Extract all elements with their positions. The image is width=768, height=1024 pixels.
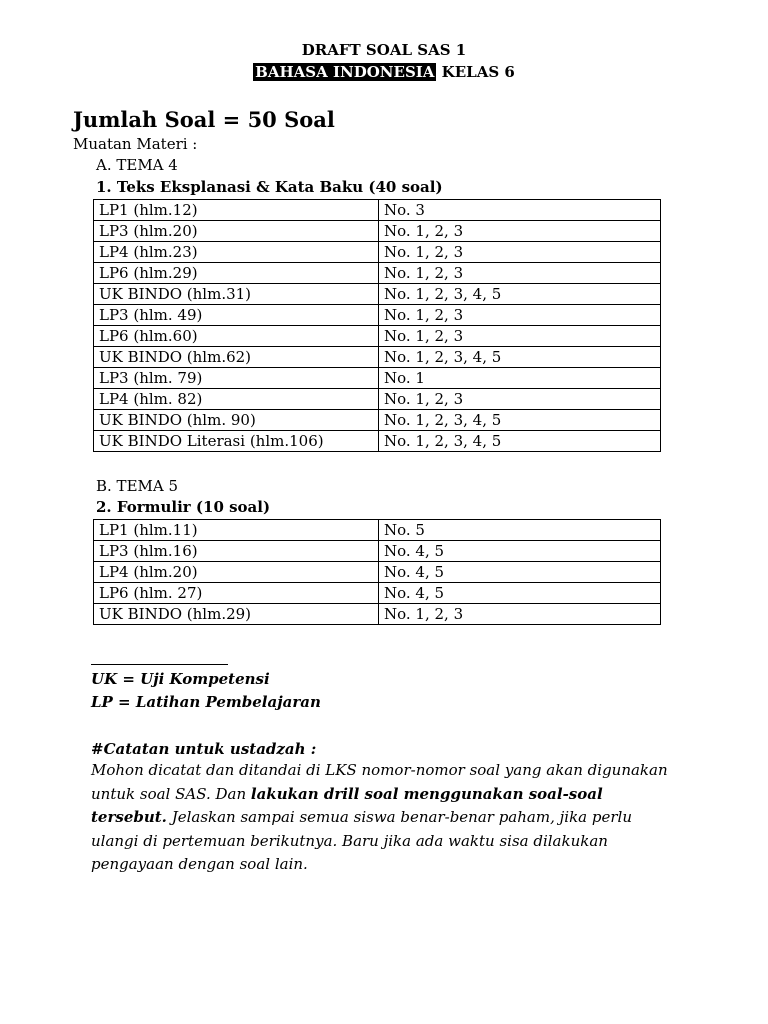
question-numbers-cell: No. 1, 2, 3, 4, 5 (379, 431, 661, 452)
legend-uk: UK = Uji Kompetensi (91, 670, 270, 688)
lesson-cell: UK BINDO Literasi (hlm.106) (94, 431, 379, 452)
class-label: KELAS 6 (441, 63, 515, 81)
tema-b-section-title: 2. Formulir (10 soal) (96, 498, 271, 516)
document-subtitle (0, 62, 768, 82)
lesson-cell: UK BINDO (hlm. 90) (94, 410, 379, 431)
lesson-cell: LP6 (hlm.60) (94, 326, 379, 347)
question-numbers-cell: No. 1, 2, 3 (379, 604, 661, 625)
lesson-cell: LP3 (hlm.16) (94, 541, 379, 562)
question-numbers-cell: No. 1, 2, 3 (379, 263, 661, 284)
subject-highlight: BAHASA INDONESIA (255, 63, 435, 81)
question-numbers-cell: No. 1, 2, 3 (379, 389, 661, 410)
lesson-cell: UK BINDO (hlm.62) (94, 347, 379, 368)
table-row (94, 583, 661, 604)
lesson-cell: LP4 (hlm. 82) (94, 389, 379, 410)
question-numbers-cell: No. 1, 2, 3 (379, 305, 661, 326)
table-row (94, 520, 661, 541)
tema-a-section-title: 1. Teks Eksplanasi & Kata Baku (40 soal) (96, 178, 443, 196)
total-questions: Jumlah Soal = 50 Soal (73, 107, 335, 132)
lesson-cell: LP4 (hlm.23) (94, 242, 379, 263)
table-row (94, 200, 661, 221)
lesson-cell: UK BINDO (hlm.29) (94, 604, 379, 625)
catatan-title: #Catatan untuk ustadzah : (91, 740, 317, 758)
tema-a-table (93, 199, 661, 452)
tema-b-heading: B. TEMA 5 (96, 477, 179, 495)
question-numbers-cell: No. 5 (379, 520, 661, 541)
table-row (94, 541, 661, 562)
table-row (94, 410, 661, 431)
title-line-1: DRAFT SOAL SAS 1 (301, 41, 467, 59)
table-row (94, 389, 661, 410)
catatan-text-part-1: Mohon dicatat dan ditandai di LKS nomor-nomor soal yang akan digunakan untuk soal SAS. Dan (91, 761, 668, 803)
lesson-cell: UK BINDO (hlm.31) (94, 284, 379, 305)
question-numbers-cell: No. 1, 2, 3, 4, 5 (379, 410, 661, 431)
lesson-cell: LP3 (hlm.20) (94, 221, 379, 242)
lesson-cell: LP6 (hlm. 27) (94, 583, 379, 604)
table-row (94, 562, 661, 583)
question-numbers-cell: No. 1, 2, 3, 4, 5 (379, 347, 661, 368)
question-numbers-cell: No. 1 (379, 368, 661, 389)
table-row (94, 263, 661, 284)
question-numbers-cell: No. 1, 2, 3 (379, 326, 661, 347)
lesson-cell: LP3 (hlm. 79) (94, 368, 379, 389)
table-row (94, 431, 661, 452)
lesson-cell: LP6 (hlm.29) (94, 263, 379, 284)
question-numbers-cell: No. 4, 5 (379, 562, 661, 583)
question-numbers-cell: No. 1, 2, 3 (379, 221, 661, 242)
table-row (94, 284, 661, 305)
document-title (0, 40, 768, 60)
table-row (94, 368, 661, 389)
catatan-text-bold: lakukan drill soal menggunakan soal-soal tersebut. (91, 784, 603, 826)
legend-lp: LP = Latihan Pembelajaran (91, 693, 321, 711)
catatan-text (91, 759, 681, 877)
lesson-cell: LP4 (hlm.20) (94, 562, 379, 583)
question-numbers-cell: No. 4, 5 (379, 583, 661, 604)
lesson-cell: LP3 (hlm. 49) (94, 305, 379, 326)
lesson-cell: LP1 (hlm.11) (94, 520, 379, 541)
table-row (94, 221, 661, 242)
table-row (94, 242, 661, 263)
table-row (94, 326, 661, 347)
table-row (94, 604, 661, 625)
question-numbers-cell: No. 4, 5 (379, 541, 661, 562)
question-numbers-cell: No. 1, 2, 3, 4, 5 (379, 284, 661, 305)
tema-a-heading: A. TEMA 4 (96, 156, 178, 174)
question-numbers-cell: No. 3 (379, 200, 661, 221)
catatan-text-part-2: Jelaskan sampai semua siswa benar-benar paham, jika perlu ulangi di pertemuan berikutnya. Baru jika ada waktu sisa dilakukan pengayaan dengan soal lain. (91, 808, 632, 873)
table-row (94, 347, 661, 368)
muatan-materi-label: Muatan Materi : (73, 135, 198, 153)
question-numbers-cell: No. 1, 2, 3 (379, 242, 661, 263)
separator-line (91, 664, 228, 665)
tema-b-table (93, 519, 661, 625)
lesson-cell: LP1 (hlm.12) (94, 200, 379, 221)
table-row (94, 305, 661, 326)
